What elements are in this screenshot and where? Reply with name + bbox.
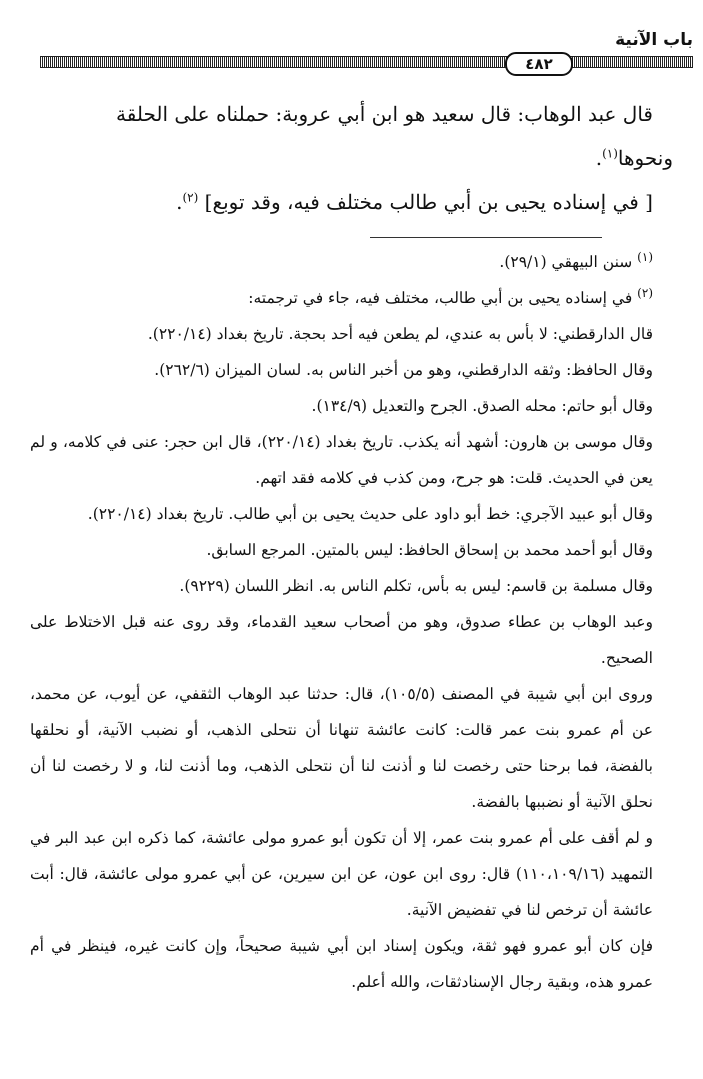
- footnote-para-1: قال الدارقطني: لا بأس به عندي، لم يطعن فيه أحد بحجة. تاريخ بغداد (٢٢٠/١٤).: [147, 325, 653, 343]
- footnote-2-marker: (٢): [637, 285, 653, 300]
- main-line-1: قال عبد الوهاب: قال سعيد هو ابن أبي عروبة: حملناه على الحلقة: [116, 102, 653, 126]
- footnote-ref-1: (١): [602, 146, 618, 161]
- footnote-para-2: وقال الحافظ: وثقه الدارقطني، وهو من أخبر الناس به. لسان الميزان (٢٦٢/٦).: [154, 361, 653, 379]
- header-rule: [40, 56, 693, 68]
- footnote-para-7: وقال مسلمة بن قاسم: ليس به بأس، تكلم الناس به. انظر اللسان (٩٢٢٩).: [179, 577, 653, 595]
- footnote-para-5: وقال أبو عبيد الآجري: خط أبو داود على حديث يحيى بن أبي طالب. تاريخ بغداد (٢٢٠/١٤).: [87, 505, 653, 523]
- page-number: ٤٨٢: [505, 52, 573, 76]
- footnote-para-4: وقال موسى بن هارون: أشهد أنه يكذب. تاريخ بغداد (٢٢٠/١٤)، قال ابن حجر: عنى في كلامه، و لم يعن في الحديث. قلت: هو جرح، ومن كذب في كلامه فقد اتهم.: [30, 433, 653, 487]
- footnote-2: [30, 280, 673, 316]
- footnote-1-marker: (١): [637, 249, 653, 264]
- footnote-para-11: فإن كان أبو عمرو فهو ثقة، ويكون إسناد ابن أبي شيبة صحيحاً، وإن كانت غيره، فينظر في أم عمرو هذه، وبقية رجال الإسنادثقات، والله أعلم.: [30, 937, 653, 991]
- takhrij-text: [ في إسناده يحيى بن أبي طالب مختلف فيه، وقد توبع]: [204, 190, 653, 214]
- footnote-para-8: وعبد الوهاب بن عطاء صدوق، وهو من أصحاب سعيد القدماء، وقد روى عنه قبل الاختلاط على الصحيح.: [30, 613, 653, 667]
- footnote-1-text: سنن البيهقي (٢٩/١).: [499, 253, 633, 271]
- takhrij-bracket: [ في إسناده يحيى بن أبي طالب مختلف فيه، وقد توبع] $^{(٢)}$.: [176, 190, 653, 214]
- footnote-para-6: وقال أبو أحمد محمد بن إسحاق الحافظ: ليس بالمتين. المرجع السابق.: [206, 541, 653, 559]
- footnotes: [30, 244, 673, 1000]
- running-head: باب الآنية: [615, 30, 693, 50]
- footnote-2-text: في إسناده يحيى بن أبي طالب، مختلف فيه، جاء في ترجمته:: [248, 289, 633, 307]
- footnote-para-9: وروى ابن أبي شيبة في المصنف (١٠٥/٥)، قال: حدثنا عبد الوهاب الثقفي، عن أيوب، عن محمد، عن أم عمرو بنت عمر قالت: كانت عائشة تنهانا أن نتحلى الذهب، أو نضبب الآنية، أو نحلقها بالفضة، فما برحنا حتى رخصت لنا و أذنت لنا أن نتحلى الذهب، وما أذنت لنا، و لا رخصت لنا أن نحلق الآنية أو نضببها بالفضة.: [30, 685, 653, 811]
- footnote-ref-2: (٢): [182, 190, 199, 205]
- footnote-1: [30, 244, 673, 280]
- main-line-2: ونحوها$^{(١)}$.: [595, 146, 673, 170]
- footnote-para-3: وقال أبو حاتم: محله الصدق. الجرح والتعديل (١٣٤/٩).: [311, 397, 653, 415]
- main-line-2-text: ونحوها: [617, 146, 673, 170]
- main-text: [40, 92, 673, 224]
- footnote-separator: [370, 237, 602, 238]
- footnote-para-10: و لم أقف على أم عمرو بنت عمر، إلا أن تكون أبو عمرو مولى عائشة، كما ذكره ابن عبد البر في التمهيد (١١٠،١٠٩/١٦) قال: روى ابن عون، عن ابن سيرين، عن أبي عمرو مولى عائشة، قال: أبت عائشة أن ترخص لنا في تفضيض الآنية.: [30, 829, 653, 919]
